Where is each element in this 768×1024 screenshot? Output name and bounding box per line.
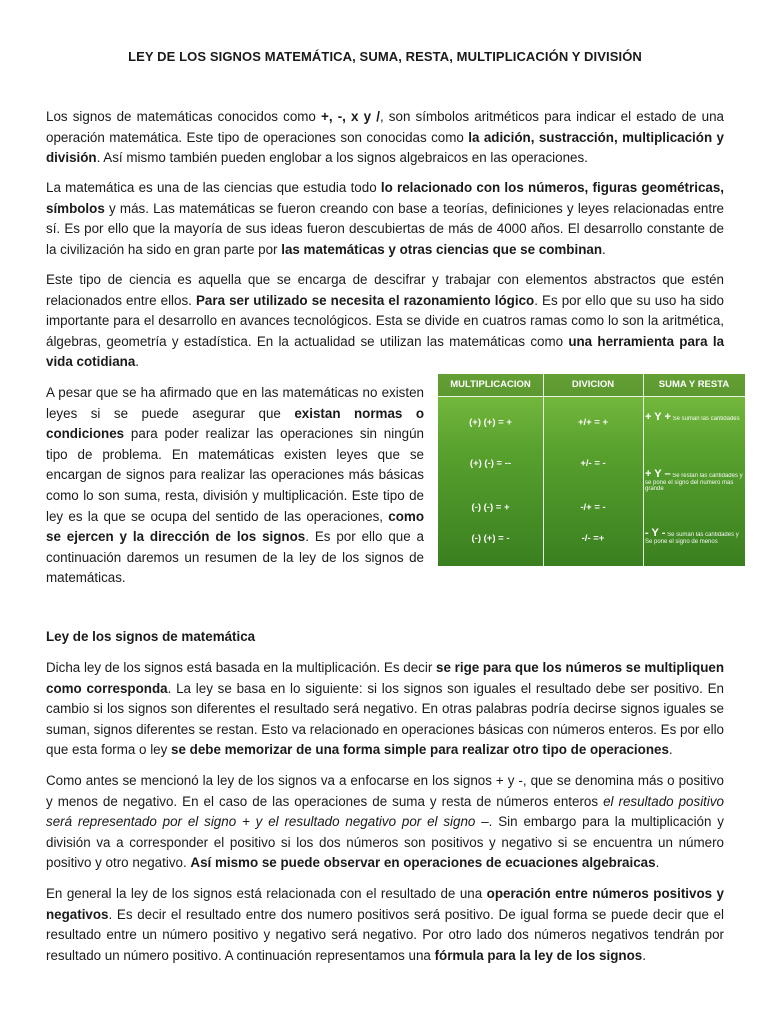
text: . [602,241,606,257]
mult-rule: (+) (-) = -- [469,458,512,469]
sum-rule-text: Se suman las cantidades y Se pone el signo de menos [645,532,739,545]
bold-text: lo relacionado con los números, figuras geométricas, símbolos [46,180,725,216]
text: . Es por ello que a continuación daremos un resumen de la ley de los signos de matemáticas. [46,529,424,586]
sum-rule-sign: - Y - [645,527,666,539]
text: A pesar que se ha afirmado que en las matemáticas no existen leyes si se puede asegurar que [46,385,424,421]
mult-rule: (-) (-) = + [471,502,510,513]
text: y más. Las matemáticas se fueron creando con base a teorías, definiciones y leyes relacionadas entre sí. Es por ello que la mayoría de sus ideas fueron descubiertas de más de 4000 años. El desarrollo constante de la civilización ha sido en gran parte por [46,200,724,257]
bold-text: la adición, sustracción, multiplicación y división [46,129,724,166]
bold-text: operación entre números positivos y negativos [46,886,724,922]
text: En general la ley de los signos está relacionada con el resultado de una [46,886,487,901]
text: , son símbolos aritméticos para indicar el estado de una operación matemática. Este tipo de operaciones son conocidas como [46,109,724,145]
bold-text: Para ser utilizado se necesita el razonamiento lógico [195,292,535,308]
section-heading: Ley de los signos de matemática [46,629,256,644]
bold-text: +, -, x y / [321,109,380,124]
sum-rule [645,411,743,423]
italic-text: el resultado positivo será representado por el signo + y el resultado negativo por el signo [46,793,725,830]
text: . Es decir el resultado entre dos numero positivos será positivo. De igual forma se puede decir que el resultado entre un número positivo y negativo será negativo. Por otro lado dos números negativos tendrán por resultado un número positivo. A continuación representamos una [46,906,724,963]
bold-text: Así mismo se puede observar en operaciones de ecuaciones algebraicas [190,855,656,871]
div-rule: +/- = - [580,458,606,469]
text: Este tipo de ciencia es aquella que se encarga de descifrar y trabajar con elementos abstractos que estén relacionados entre ellos. [46,272,724,308]
signs-rules-image [438,374,745,566]
bold-text: existan normas o condiciones [46,405,425,442]
sum-rule-sign: + Y – [645,468,671,480]
sum-rule [645,468,743,493]
text: Como antes se mencionó la ley de los signos va a enfocarse en los signos + y -, que se denomina más o positivo y menos de negativo. En el caso de las operaciones de suma y resta de números enteros [46,773,724,809]
paragraph-2 [46,178,724,260]
bold-text: se debe memorizar de una forma simple para realizar otro tipo de operaciones [171,742,669,758]
paragraph-3 [46,270,724,373]
header-multiplicacion: MULTIPLICACION [438,374,543,396]
bold-text: una herramienta para la vida cotidiana [46,333,725,370]
div-rule: -/+ = - [580,502,606,513]
document-title: LEY DE LOS SIGNOS MATEMÁTICA, SUMA, RESTA, MULTIPLICACIÓN Y DIVISIÓN [128,49,642,64]
text: . [655,855,660,871]
paragraph-6 [46,771,724,874]
header-divider [438,396,745,397]
text: Dicha ley de los signos está basada en la multiplicación. Es decir [46,660,437,675]
sum-rule-text: Se restan las cantidades y se pone el signo del numero mas grande [645,473,743,492]
text: . [135,354,140,370]
header-suma-resta: SUMA Y RESTA [643,374,745,396]
mult-rule: (-) (+) = - [471,533,510,544]
mult-rule: (+) (+) = + [469,417,512,428]
paragraph-7 [46,884,724,966]
text: . Es por ello que su uso ha sido importante para el desarrollo en avances tecnológicos. Esta se divide en cuatros ramas como lo son la aritmética, álgebras, geometría y estadística. En la actualidad se utilizan las matemáticas como [46,292,725,349]
text: La matemática es una de las ciencias que estudia todo [46,180,381,195]
paragraph-1 [46,107,724,169]
text: . Así mismo también pueden englobar a los signos algebraicos en las operaciones. [96,150,588,166]
header-division: DIVICION [543,374,643,396]
text: . [668,742,673,758]
bold-text: las matemáticas y otras ciencias que se combinan [281,241,602,257]
bold-text: fórmula para la ley de los signos [434,947,643,963]
bold-text: como se ejercen y la dirección de los signos [46,508,424,545]
text: . La ley se basa en lo siguiente: si los signos son iguales el resultado debe ser positivo. En cambio si los signos son diferentes el resultado será negativo. En otras palabras podría decirse signos iguales se suman, signos diferentes se restan. Esto va relacionado en operaciones básicas con números enteros. Es por ello que esta forma o ley [46,680,725,758]
bold-text: se rige para que los números se multipliquen como corresponda [46,660,725,696]
paragraph-5 [46,658,724,761]
div-rule: -/- =+ [581,533,605,544]
text: . [642,947,646,963]
column-divider [643,374,644,566]
text: –. Sin embargo para la multiplicación y división va a corresponder el positivo si los dos números son positivos y negativo si se encuentra un número positivo y otro negativo. [46,814,724,871]
sum-rule-sign: + Y + [645,411,671,423]
div-rule: +/+ = + [577,417,609,428]
text: para poder realizar las operaciones sin ningún tipo de problema. En matemáticas existen leyes que se encargan de signos para realizar las operaciones más básicas como lo son suma, resta, división y multiplicación. Este tipo de ley es la que se ocupa del sentido de las operaciones, [46,426,424,524]
paragraph-4 [46,383,424,589]
sum-rule-text: Se suman las cantidades [672,416,740,422]
text: Los signos de matemáticas conocidos como [46,109,322,124]
sum-rule [645,527,743,545]
